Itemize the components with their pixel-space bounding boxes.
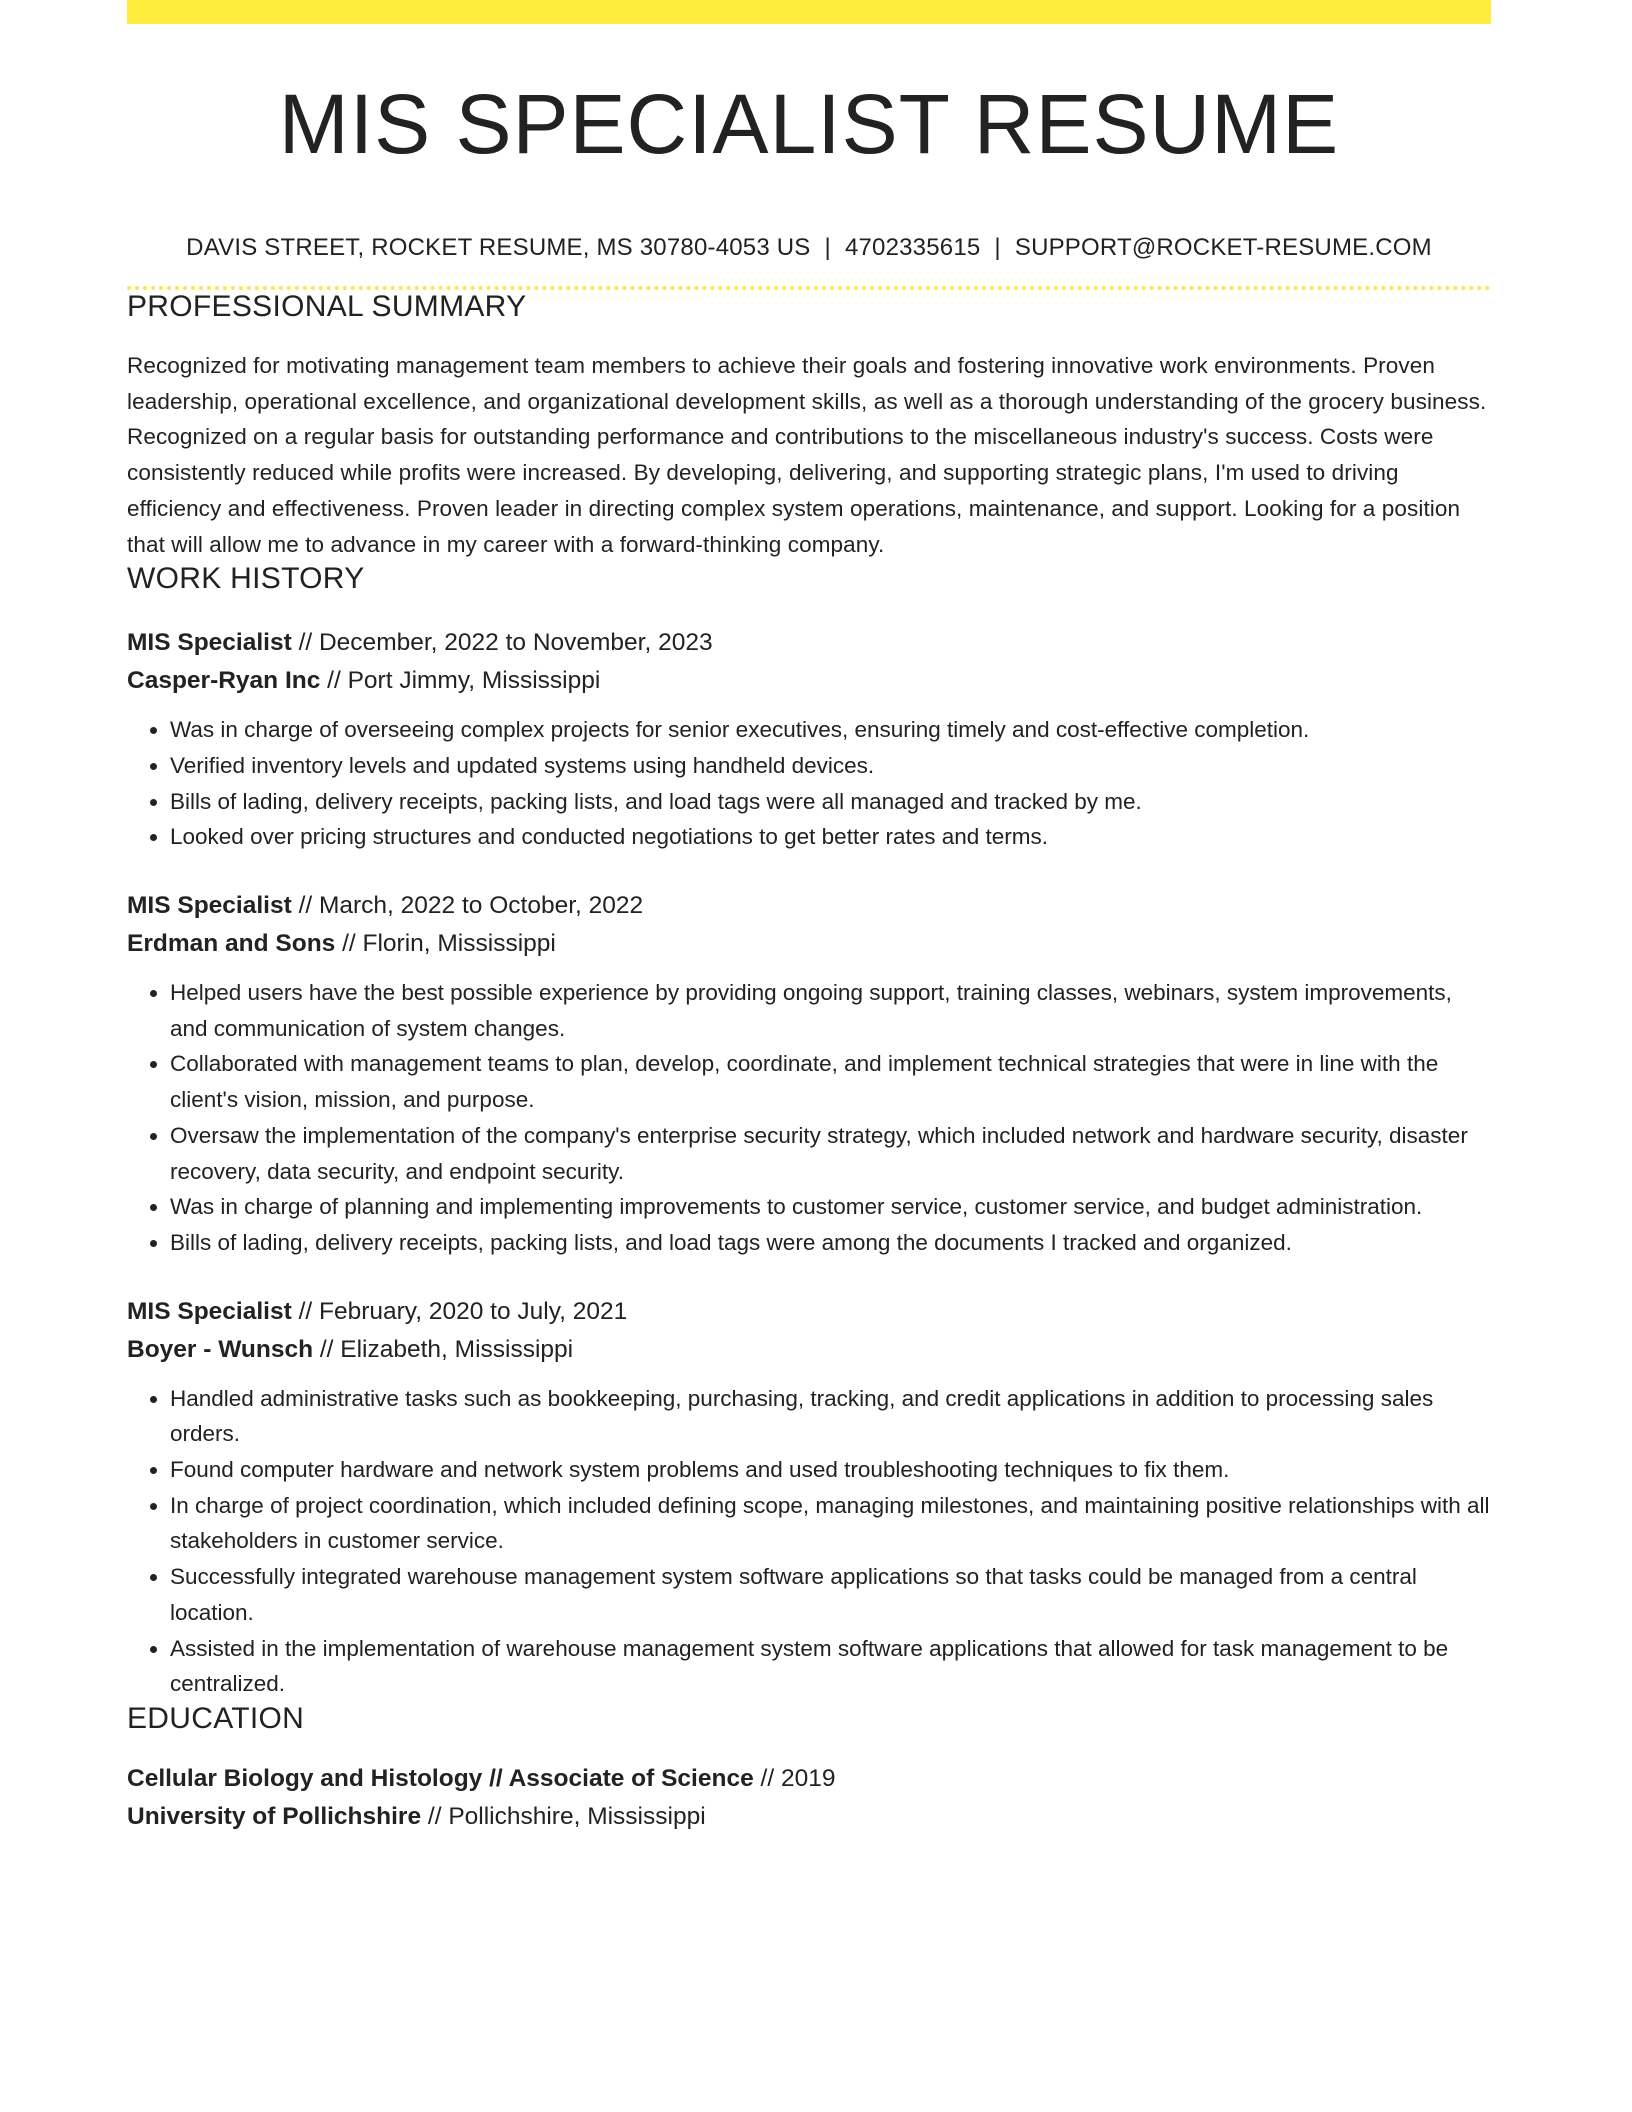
job-entry (127, 887, 1491, 1261)
education-entry (127, 1760, 1491, 1836)
job-role: MIS Specialist (127, 1297, 292, 1325)
job-bullet: • Verified inventory levels and updated systems using handheld devices. (170, 748, 1491, 784)
contact-separator: | (824, 234, 831, 261)
job-dates: // February, 2020 to July, 2021 (291, 1297, 628, 1325)
job-title-line (127, 887, 1491, 925)
job-bullet: • Successfully integrated warehouse management system software applications so that tasks could be managed from a central location. (170, 1559, 1491, 1630)
job-bullet-list (127, 975, 1491, 1261)
top-accent-bar (127, 0, 1491, 24)
job-bullet: • Collaborated with management teams to plan, develop, coordinate, and implement technical strategies that were in line with the client's vision, mission, and purpose. (170, 1046, 1491, 1117)
resume-page (127, 0, 1491, 1836)
education-location: // Pollichshire, Mississippi (421, 1802, 706, 1830)
education-school: University of Pollichshire (127, 1802, 422, 1830)
job-location: // Elizabeth, Mississippi (313, 1335, 574, 1363)
job-title-line (127, 1293, 1491, 1331)
job-bullet: • Handled administrative tasks such as bookkeeping, purchasing, tracking, and credit applications in addition to processing sales orders. (170, 1381, 1491, 1452)
job-bullet: • In charge of project coordination, which included defining scope, managing milestones, and maintaining positive relationships with all stakeholders in customer service. (170, 1488, 1491, 1559)
job-company: Boyer - Wunsch (127, 1335, 314, 1363)
job-company-line (127, 925, 1491, 963)
resume-title: MIS SPECIALIST RESUME (278, 77, 1340, 171)
contact-separator: | (994, 234, 1001, 261)
contact-phone: 4702335615 (844, 234, 981, 261)
job-bullet: • Oversaw the implementation of the company's enterprise security strategy, which included network and hardware security, disaster recovery, data security, and endpoint security. (170, 1118, 1491, 1189)
work-history-list (127, 624, 1491, 1702)
education-school-line (127, 1798, 1491, 1836)
job-entry (127, 1293, 1491, 1702)
job-bullet-list (127, 712, 1491, 855)
contact-email: SUPPORT@ROCKET-RESUME.COM (1014, 234, 1432, 261)
contact-line (127, 236, 1491, 260)
job-bullet-list (127, 1381, 1491, 1702)
contact-address: DAVIS STREET, ROCKET RESUME, MS 30780-4053 US (186, 234, 811, 261)
job-entry (127, 624, 1491, 855)
job-bullet: • Was in charge of overseeing complex projects for senior executives, ensuring timely and cost-effective completion. (170, 712, 1491, 748)
job-role: MIS Specialist (127, 629, 292, 657)
job-company: Casper-Ryan Inc (127, 667, 321, 695)
education-degree-line (127, 1760, 1491, 1798)
job-bullet: • Found computer hardware and network system problems and used troubleshooting techniques to fix them. (170, 1452, 1491, 1488)
job-dates: // March, 2022 to October, 2022 (291, 892, 644, 920)
job-bullet: • Looked over pricing structures and conducted negotiations to get better rates and terms. (170, 819, 1491, 855)
job-bullet: • Assisted in the implementation of warehouse management system software applications that allowed for task management to be centralized. (170, 1631, 1491, 1702)
job-bullet: • Helped users have the best possible experience by providing ongoing support, training classes, webinars, system improvements, and communication of system changes. (170, 975, 1491, 1046)
education-degree: Cellular Biology and Histology // Associate of Science (127, 1764, 754, 1792)
job-company: Erdman and Sons (127, 930, 336, 958)
job-role: MIS Specialist (127, 892, 292, 920)
summary-text: Recognized for motivating management team members to achieve their goals and fostering innovative work environments. Proven leadership, operational excellence, and organizational development skills, as well as a thorough understanding of the grocery business. Recognized on a regular basis for outstanding performance and contributions to the miscellaneous industry's success. Costs were consistently reduced while profits were increased. By developing, delivering, and supporting strategic plans, I'm used to driving efficiency and effectiveness. Proven leader in directing complex system operations, maintenance, and support. Looking for a position that will allow me to advance in my career with a forward-thinking company. (127, 353, 1487, 557)
education-heading: EDUCATION (127, 1701, 305, 1735)
job-bullet: • Bills of lading, delivery receipts, packing lists, and load tags were all managed and tracked by me. (170, 784, 1491, 820)
job-bullet: • Was in charge of planning and implementing improvements to customer service, customer service, and budget administration. (170, 1189, 1491, 1225)
job-dates: // December, 2022 to November, 2023 (291, 629, 713, 657)
job-location: // Florin, Mississippi (335, 930, 556, 958)
job-location: // Port Jimmy, Mississippi (320, 667, 601, 695)
summary-heading: PROFESSIONAL SUMMARY (127, 290, 527, 323)
job-company-line (127, 662, 1491, 700)
work-history-heading: WORK HISTORY (127, 562, 365, 596)
job-bullet: • Bills of lading, delivery receipts, packing lists, and load tags were among the documents I tracked and organized. (170, 1225, 1491, 1261)
education-year: // 2019 (753, 1764, 836, 1792)
job-company-line (127, 1331, 1491, 1369)
job-title-line (127, 624, 1491, 662)
